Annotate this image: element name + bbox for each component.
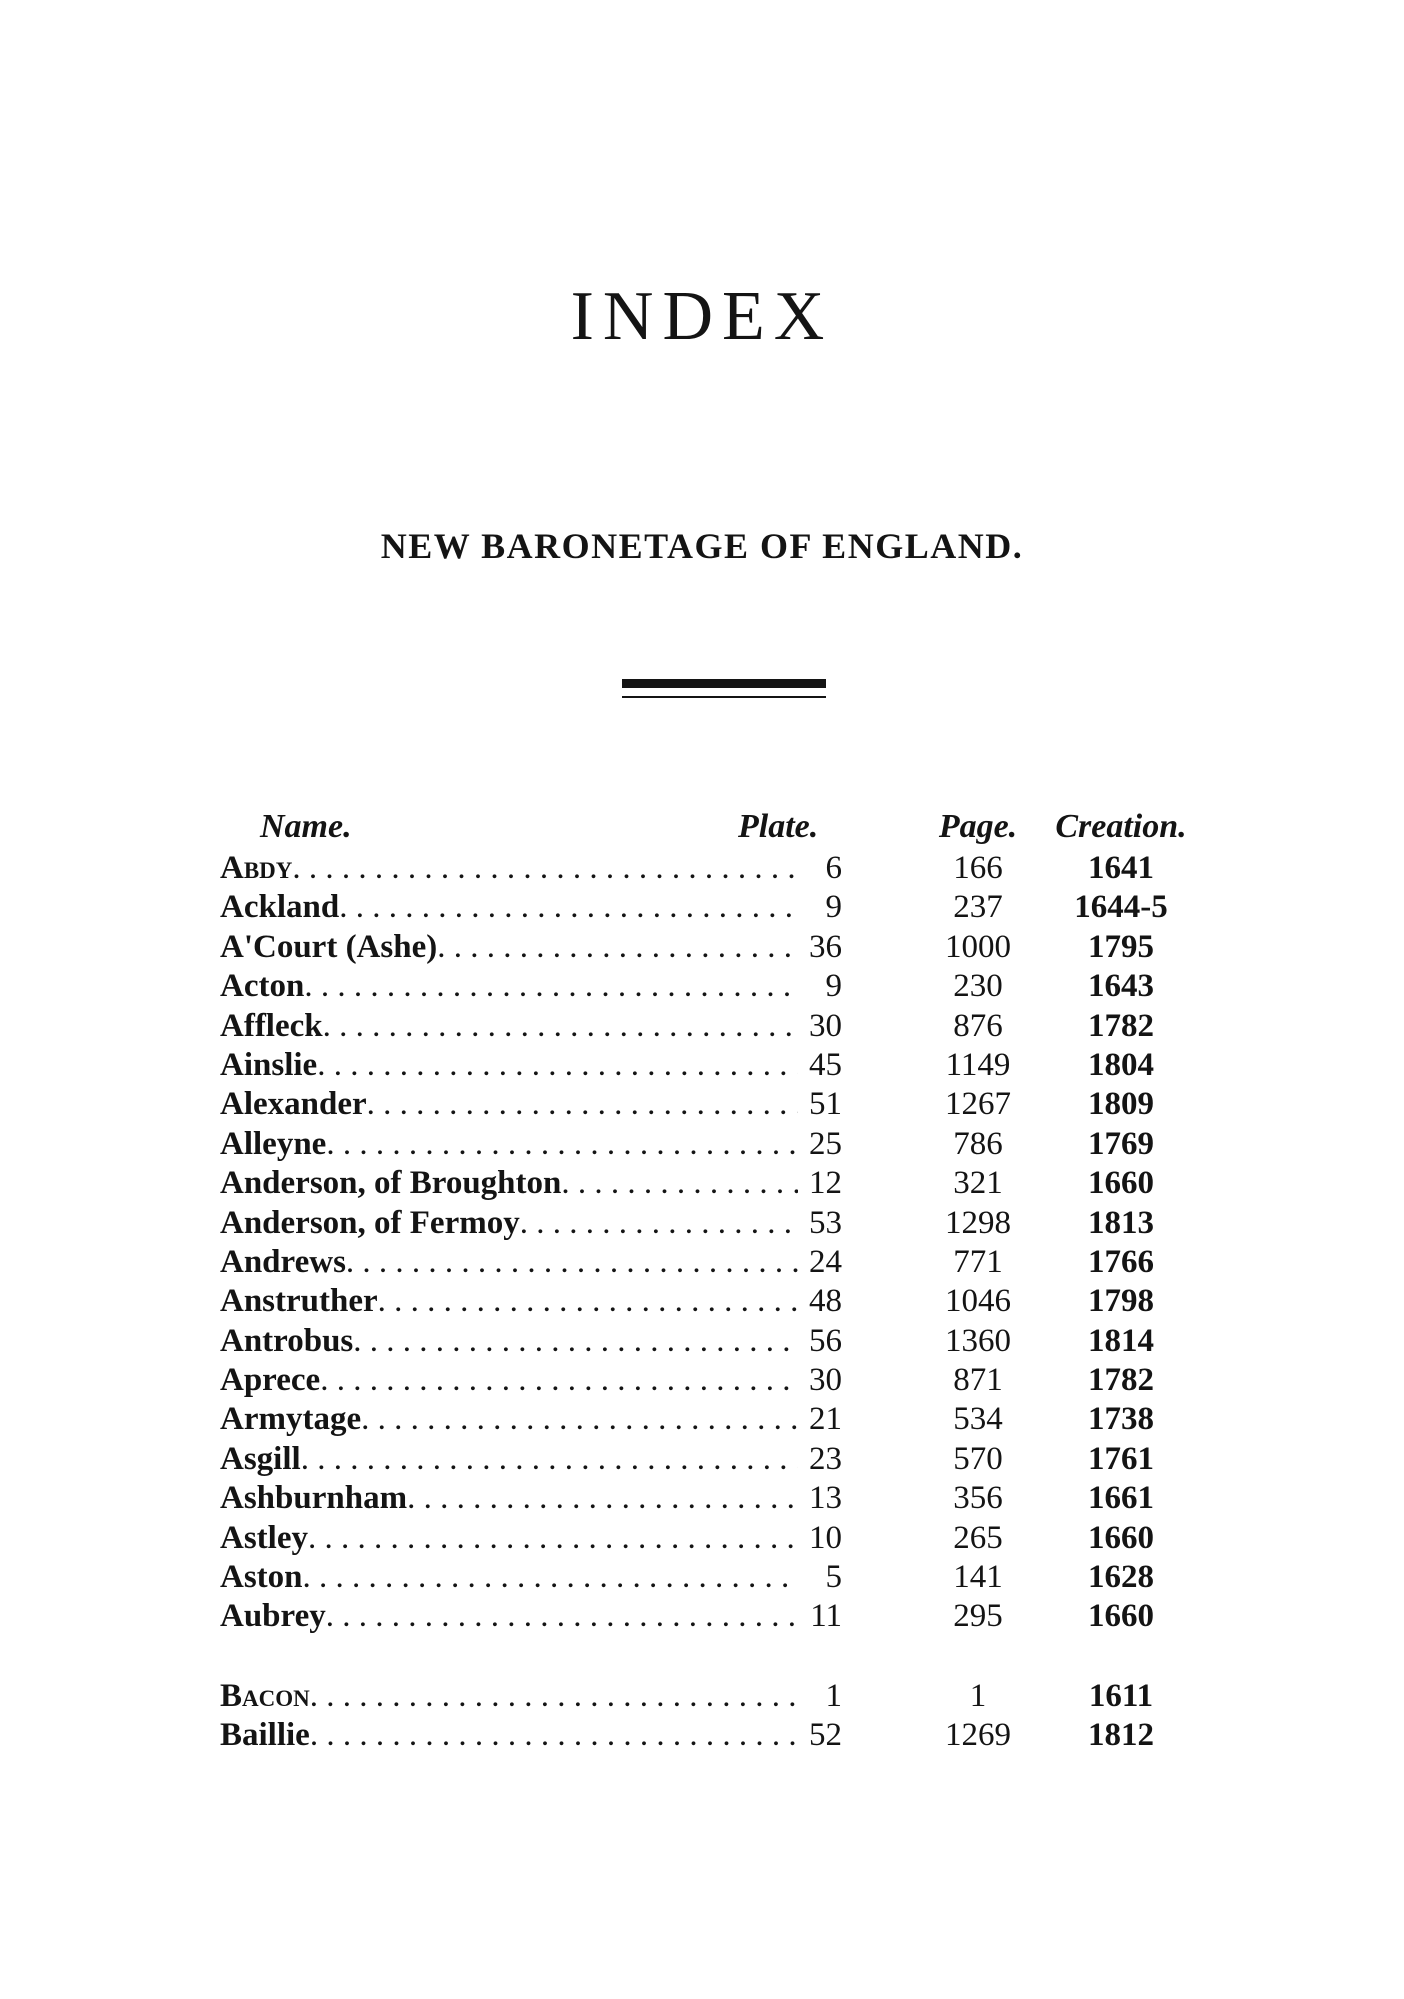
dot-leader: [317, 1046, 798, 1085]
entry-name: Ainslie: [220, 1046, 318, 1083]
title-rule-thin: [622, 696, 826, 698]
column-header-row: [218, 805, 1208, 849]
entry-plate: 51: [809, 1086, 842, 1123]
section-b: [218, 1677, 1208, 1756]
index-entry: [218, 849, 1208, 888]
dot-leader: [346, 1243, 798, 1282]
entry-name: Aston: [220, 1559, 303, 1596]
entry-plate: 36: [809, 928, 842, 965]
entry-name: Ackland: [220, 889, 340, 926]
entry-page: 1000: [945, 928, 1011, 965]
entry-page: 1269: [945, 1717, 1011, 1754]
entry-name: Aubrey: [220, 1598, 326, 1635]
entry-name: Ashburnham: [220, 1480, 408, 1517]
dot-leader: [303, 1558, 798, 1597]
dot-leader: [367, 1085, 798, 1124]
entry-creation: 1660: [1088, 1165, 1154, 1202]
index-entry: [218, 1164, 1208, 1203]
entry-plate: 24: [809, 1243, 842, 1280]
entry-name: Abdy: [220, 850, 293, 886]
entry-page: 570: [953, 1440, 1003, 1477]
entry-creation: 1769: [1088, 1125, 1154, 1162]
entry-plate: 48: [809, 1283, 842, 1320]
dot-leader: [320, 1361, 798, 1400]
index-entry: [218, 1677, 1208, 1716]
entry-name: Antrobus: [220, 1322, 354, 1359]
index-entry: [218, 1597, 1208, 1636]
section-spacer: [218, 1637, 1208, 1677]
entry-creation: 1761: [1088, 1440, 1154, 1477]
index-entry: [218, 1282, 1208, 1321]
entry-plate: 1: [825, 1677, 842, 1714]
entry-creation: 1643: [1088, 968, 1154, 1005]
page-title: INDEX: [570, 278, 834, 355]
dot-leader: [308, 1519, 798, 1558]
entry-page: 1149: [945, 1046, 1011, 1083]
entry-name: Alleyne: [220, 1125, 327, 1162]
entry-name: Aprece: [220, 1362, 321, 1399]
dot-leader: [292, 849, 798, 888]
index-entry: [218, 1204, 1208, 1243]
entry-page: 1267: [945, 1086, 1011, 1123]
entry-name: Alexander: [220, 1086, 367, 1123]
dot-leader: [326, 1125, 798, 1164]
dot-leader: [301, 1440, 798, 1479]
entry-page: 1298: [945, 1204, 1011, 1241]
entry-plate: 56: [809, 1322, 842, 1359]
entry-plate: 23: [809, 1440, 842, 1477]
name-column-header: Name.: [260, 808, 352, 845]
entry-creation: 1660: [1088, 1598, 1154, 1635]
entry-name: Affleck: [220, 1007, 323, 1044]
entry-page: 1046: [945, 1283, 1011, 1320]
entry-name: Asgill: [220, 1440, 301, 1477]
dot-leader: [323, 1007, 798, 1046]
dot-leader: [304, 967, 798, 1006]
entry-name: Anderson, of Broughton: [220, 1165, 562, 1202]
dot-leader: [339, 888, 798, 927]
dot-leader: [326, 1597, 798, 1636]
entry-creation: 1812: [1088, 1717, 1154, 1754]
entry-page: 771: [953, 1243, 1003, 1280]
index-table: [218, 805, 1208, 1756]
entry-name: Bacon: [220, 1677, 310, 1714]
entry-name: Anstruther: [220, 1283, 378, 1320]
entry-plate: 45: [809, 1046, 842, 1083]
entry-creation: 1782: [1088, 1362, 1154, 1399]
entry-creation: 1798: [1088, 1283, 1154, 1320]
entry-creation: 1644-5: [1074, 889, 1168, 926]
entry-creation: 1766: [1088, 1243, 1154, 1280]
index-entry: [218, 1361, 1208, 1400]
entry-plate: 12: [809, 1165, 842, 1202]
entry-page: 166: [953, 850, 1003, 886]
entry-plate: 53: [809, 1204, 842, 1241]
entry-creation: 1661: [1088, 1480, 1154, 1517]
index-entry: [218, 1716, 1208, 1755]
entry-creation: 1804: [1088, 1046, 1154, 1083]
entry-plate: 9: [825, 968, 842, 1005]
dot-leader: [361, 1400, 798, 1439]
index-entry: [218, 1007, 1208, 1046]
entry-page: 295: [953, 1598, 1003, 1635]
entry-name: Andrews: [220, 1243, 346, 1280]
entry-page: 141: [953, 1559, 1003, 1596]
creation-column-header: Creation.: [1055, 808, 1187, 845]
section-a: [218, 849, 1208, 1637]
entry-page: 1: [969, 1677, 987, 1714]
entry-creation: 1641: [1088, 850, 1154, 886]
entry-page: 230: [953, 968, 1003, 1005]
entry-page: 1360: [945, 1322, 1011, 1359]
entry-plate: 9: [825, 889, 842, 926]
entry-name: A'Court (Ashe): [220, 928, 438, 965]
dot-leader: [407, 1479, 798, 1518]
entry-name: Astley: [220, 1519, 308, 1556]
entry-name: Acton: [220, 968, 305, 1005]
entry-creation: 1628: [1088, 1559, 1154, 1596]
entry-plate: 13: [809, 1480, 842, 1517]
index-entry: [218, 928, 1208, 967]
entry-creation: 1738: [1088, 1401, 1154, 1438]
index-entry: [218, 1558, 1208, 1597]
dot-leader: [561, 1164, 798, 1203]
index-entry: [218, 1479, 1208, 1518]
entry-page: 534: [953, 1401, 1003, 1438]
entry-plate: 10: [809, 1519, 842, 1556]
index-entry: [218, 1322, 1208, 1361]
index-entry: [218, 1046, 1208, 1085]
entry-name: Baillie: [220, 1717, 310, 1754]
page-subtitle: NEW BARONETAGE OF ENGLAND.: [380, 526, 1024, 566]
page-column-header: Page.: [938, 808, 1018, 845]
index-entry: [218, 967, 1208, 1006]
entry-creation: 1782: [1088, 1007, 1154, 1044]
entry-plate: 11: [810, 1598, 842, 1635]
plate-column-header: Plate.: [738, 808, 819, 845]
entry-plate: 30: [809, 1007, 842, 1044]
entry-creation: 1660: [1088, 1519, 1154, 1556]
entry-page: 876: [953, 1007, 1003, 1044]
index-entry: [218, 1400, 1208, 1439]
index-entry: [218, 1440, 1208, 1479]
entry-page: 871: [953, 1362, 1003, 1399]
entry-creation: 1809: [1088, 1086, 1154, 1123]
entry-plate: 30: [809, 1362, 842, 1399]
entry-creation: 1795: [1088, 928, 1154, 965]
title-rule-thick: [622, 679, 826, 688]
dot-leader: [520, 1204, 798, 1243]
dot-leader: [353, 1322, 798, 1361]
entry-name: Anderson, of Fermoy: [220, 1204, 520, 1241]
entry-page: 237: [953, 889, 1003, 926]
entry-plate: 6: [825, 850, 842, 886]
index-entry: [218, 1125, 1208, 1164]
entry-creation: 1813: [1088, 1204, 1154, 1241]
dot-leader: [310, 1716, 798, 1755]
index-entry: [218, 1243, 1208, 1282]
dot-leader: [378, 1282, 798, 1321]
entry-name: Armytage: [220, 1401, 362, 1438]
entry-page: 356: [953, 1480, 1003, 1517]
entry-plate: 5: [825, 1559, 842, 1596]
entry-plate: 21: [809, 1401, 842, 1438]
entry-creation: 1611: [1088, 1677, 1154, 1714]
entry-page: 786: [953, 1125, 1003, 1162]
entry-page: 321: [953, 1165, 1003, 1202]
entry-plate: 52: [809, 1717, 842, 1754]
entry-plate: 25: [809, 1125, 842, 1162]
entry-page: 265: [953, 1519, 1003, 1556]
dot-leader: [437, 928, 798, 967]
index-entry: [218, 1519, 1208, 1558]
index-entry: [218, 1085, 1208, 1124]
entry-creation: 1814: [1088, 1322, 1154, 1359]
index-entry: [218, 888, 1208, 927]
dot-leader: [310, 1677, 798, 1716]
